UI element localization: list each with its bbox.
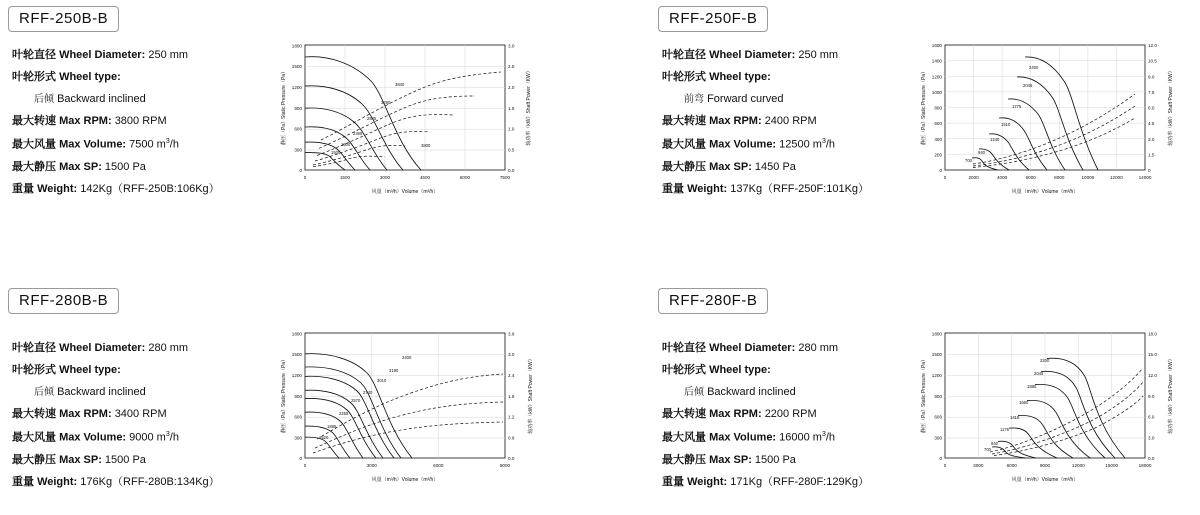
spec-value: 171Kg（RFF-280F:129Kg） (730, 475, 870, 488)
spec-label-cn: 最大风量 (12, 138, 56, 151)
spec-label-cn: 最大转速 (12, 408, 56, 420)
svg-text:1660: 1660 (1019, 400, 1029, 405)
spec-unit-sup: 3 (821, 431, 826, 438)
svg-text:1200: 1200 (291, 85, 302, 90)
svg-text:3800: 3800 (421, 143, 431, 148)
svg-text:9.0: 9.0 (1148, 74, 1155, 80)
svg-text:1800: 1800 (931, 331, 942, 337)
spec-unit-sup: 3 (165, 431, 170, 438)
spec-weight (12, 184, 220, 195)
svg-text:15.0: 15.0 (1148, 352, 1157, 358)
spec-label-cn: 最大静压 (662, 160, 706, 173)
spec-wheel-type-value (34, 94, 220, 105)
spec-wheel-type-value (34, 387, 220, 398)
svg-text:2.5: 2.5 (508, 64, 515, 70)
svg-text:12.0: 12.0 (1148, 43, 1157, 48)
spec-wheel-type (662, 365, 869, 376)
svg-text:1200: 1200 (931, 74, 942, 80)
spec-label-cn: 最大静压 (12, 160, 56, 173)
svg-text:6000: 6000 (459, 175, 471, 180)
svg-text:3.0: 3.0 (1148, 435, 1155, 441)
spec-label-en: Max Volume: (59, 431, 127, 444)
spec-sub-cn: 前弯 (684, 94, 704, 105)
svg-text:1500: 1500 (291, 64, 302, 70)
svg-text:0.0: 0.0 (1148, 456, 1155, 461)
svg-text:0: 0 (1148, 168, 1151, 173)
spec-label-en: Max Volume: (59, 138, 127, 151)
x-axis-ticks (304, 175, 511, 180)
svg-text:3290: 3290 (381, 100, 391, 105)
plot-area (280, 331, 534, 483)
svg-text:3.0: 3.0 (1148, 136, 1155, 142)
svg-text:18000: 18000 (1138, 463, 1152, 468)
spec-label-cn: 叶轮形式 (12, 71, 56, 83)
spec-list (12, 50, 220, 206)
spec-label-en: Max SP: (709, 160, 752, 173)
svg-text:0: 0 (303, 175, 307, 180)
svg-text:3000: 3000 (379, 175, 391, 180)
svg-text:1415: 1415 (1010, 415, 1020, 420)
spec-weight (662, 184, 869, 195)
y2-axis-title: 轴功率（kW）Shaft Power（KW） (1168, 68, 1174, 146)
spec-max-volume (12, 138, 220, 151)
spec-label-en: Max Volume: (709, 138, 777, 151)
spec-wheel-type (12, 72, 220, 83)
spec-wheel-type (662, 72, 869, 83)
svg-text:3.0: 3.0 (508, 43, 515, 49)
spec-value: 7500 m (129, 138, 166, 151)
performance-chart (255, 318, 555, 508)
svg-text:0.5: 0.5 (508, 147, 515, 153)
svg-text:300: 300 (294, 147, 302, 153)
spec-label-cn: 重量 (12, 475, 34, 488)
svg-text:1775: 1775 (1012, 104, 1022, 109)
spec-value: 280 mm (148, 342, 189, 354)
svg-text:7.5: 7.5 (1148, 89, 1155, 95)
y2-axis-ticks (1148, 331, 1157, 461)
svg-text:940: 940 (978, 150, 985, 155)
svg-text:2365: 2365 (353, 131, 363, 136)
spec-label-en: Max RPM: (59, 115, 112, 127)
svg-text:12000: 12000 (1110, 175, 1123, 180)
svg-text:12000: 12000 (1071, 463, 1085, 468)
svg-text:0.0: 0.0 (508, 456, 515, 461)
spec-max-rpm (12, 116, 220, 127)
svg-text:2400: 2400 (1029, 65, 1039, 70)
spec-max-sp (12, 162, 220, 173)
spec-label-en: Max RPM: (59, 408, 112, 420)
spec-label-cn: 最大静压 (662, 453, 706, 466)
svg-text:6.0: 6.0 (1148, 414, 1155, 420)
svg-text:12.0: 12.0 (1148, 373, 1157, 378)
spec-label-cn: 叶轮直径 (662, 49, 706, 61)
plot-area (920, 43, 1174, 195)
spec-label-cn: 叶轮直径 (12, 342, 56, 354)
svg-text:600: 600 (934, 414, 942, 420)
spec-value: 2400 RPM (764, 115, 817, 127)
svg-text:1.2: 1.2 (508, 414, 515, 420)
svg-text:1000: 1000 (931, 89, 942, 95)
spec-label-cn: 叶轮形式 (662, 364, 706, 376)
performance-chart (895, 318, 1195, 508)
spec-label-en: Weight: (37, 475, 78, 488)
chart-svg (255, 318, 555, 508)
svg-text:300: 300 (294, 435, 302, 441)
spec-label-cn: 叶轮直径 (662, 342, 706, 354)
panel-title: RFF-250B-B (8, 6, 119, 32)
chart-svg (255, 30, 555, 220)
panel-title: RFF-280F-B (658, 288, 768, 314)
svg-text:1500: 1500 (291, 352, 302, 358)
spec-label-en: Wheel Diameter: (709, 342, 796, 354)
svg-text:2570: 2570 (351, 398, 361, 403)
spec-label-en: Wheel type: (59, 364, 121, 376)
spec-unit-rest: /h (169, 431, 179, 444)
spec-label-cn: 最大转速 (12, 115, 56, 127)
svg-text:1800: 1800 (291, 331, 302, 337)
spec-max-volume (662, 431, 869, 444)
spec-list (662, 50, 869, 206)
spec-label-cn: 最大风量 (662, 138, 706, 151)
svg-text:900: 900 (294, 393, 302, 399)
x-axis-ticks (304, 463, 511, 468)
panel-title: RFF-280B-B (8, 288, 119, 314)
performance-chart (895, 30, 1195, 220)
spec-label-cn: 最大转速 (662, 115, 706, 127)
spec-label-cn: 重量 (662, 475, 684, 488)
y-axis-title: 静压（Pa）Static Pressure（Pa） (921, 68, 927, 146)
spec-list (662, 343, 869, 499)
svg-text:3010: 3010 (377, 378, 387, 383)
spec-sub-cn: 后倾 (34, 94, 54, 105)
spec-value: 12500 m (779, 138, 822, 151)
x-axis-title: 风量（m³/h）Volume（m³/h） (371, 477, 439, 483)
svg-text:0.0: 0.0 (508, 168, 515, 173)
svg-text:300: 300 (934, 435, 942, 441)
panel-rff-280b-b (0, 258, 600, 515)
spec-sub-cn: 后倾 (34, 387, 54, 398)
y-axis-ticks (292, 331, 303, 461)
spec-weight (12, 477, 220, 488)
panel-rff-250b-b (0, 0, 600, 258)
svg-text:1.0: 1.0 (508, 126, 515, 132)
spec-sub-cn: 后倾 (684, 387, 704, 398)
svg-text:15000: 15000 (1105, 463, 1119, 468)
svg-text:1.5: 1.5 (1148, 152, 1155, 158)
y2-axis-title: 轴功率（kW）Shaft Power（KW） (526, 68, 532, 146)
svg-text:2000: 2000 (968, 175, 979, 180)
svg-text:4000: 4000 (996, 175, 1008, 180)
spec-label-cn: 最大转速 (662, 408, 706, 420)
spec-max-sp (662, 162, 869, 173)
spec-value: 280 mm (798, 342, 839, 354)
panel-rff-250f-b (600, 0, 1200, 258)
svg-text:6000: 6000 (1025, 175, 1036, 180)
svg-text:1900: 1900 (341, 142, 351, 147)
spec-value: 142Kg（RFF-250B:106Kg） (80, 182, 220, 195)
spec-value: 1500 Pa (754, 453, 796, 466)
svg-text:3000: 3000 (366, 463, 377, 468)
svg-text:1800: 1800 (291, 43, 302, 49)
svg-text:10.5: 10.5 (1148, 58, 1157, 64)
spec-label-en: Max SP: (59, 453, 102, 466)
svg-text:1510: 1510 (1001, 122, 1011, 127)
y-axis-ticks (932, 43, 943, 173)
svg-text:700: 700 (984, 447, 991, 452)
svg-text:3.6: 3.6 (508, 331, 515, 337)
svg-text:2740: 2740 (363, 390, 373, 395)
spec-label-cn: 重量 (662, 182, 684, 195)
spec-label-en: Wheel type: (59, 71, 121, 83)
svg-text:6.0: 6.0 (1148, 105, 1155, 111)
svg-text:600: 600 (934, 121, 942, 127)
svg-text:1.8: 1.8 (508, 393, 515, 399)
spec-wheel-diameter (12, 343, 220, 354)
spec-label-en: Wheel type: (709, 364, 771, 376)
spec-label-cn: 叶轮形式 (12, 364, 56, 376)
svg-text:6000: 6000 (433, 463, 444, 468)
svg-text:0: 0 (299, 168, 302, 173)
svg-text:14000: 14000 (1138, 175, 1152, 180)
spec-sub-en: Backward inclined (57, 93, 146, 105)
svg-text:4500: 4500 (419, 175, 431, 180)
spec-wheel-type-value (684, 387, 869, 398)
svg-text:2045: 2045 (1034, 371, 1044, 376)
spec-max-rpm (662, 409, 869, 420)
spec-list (12, 343, 220, 499)
svg-text:9.0: 9.0 (1148, 393, 1155, 399)
svg-text:1200: 1200 (931, 373, 942, 378)
spec-value: 250 mm (798, 49, 839, 61)
svg-text:0: 0 (299, 456, 302, 461)
spec-label-cn: 重量 (12, 182, 34, 195)
spec-label-en: Weight: (37, 182, 78, 195)
chart-svg (895, 318, 1195, 508)
y2-axis-ticks (508, 43, 515, 173)
spec-label-cn: 叶轮形式 (662, 71, 706, 83)
spec-label-en: Weight: (687, 475, 728, 488)
svg-text:600: 600 (294, 414, 302, 420)
spec-unit-rest: /h (825, 431, 836, 444)
svg-text:900: 900 (934, 393, 942, 399)
svg-text:0: 0 (303, 463, 307, 468)
panel-title: RFF-250F-B (658, 6, 768, 32)
y-axis-title: 静压（Pa）Static Pressure（Pa） (281, 356, 287, 434)
spec-label-en: Max Volume: (709, 431, 777, 444)
y2-axis-ticks (1148, 43, 1157, 173)
spec-value: 3800 RPM (114, 115, 167, 127)
svg-text:2845: 2845 (367, 116, 377, 121)
svg-text:6000: 6000 (1006, 463, 1017, 468)
spec-unit-sup: 3 (821, 138, 826, 145)
panel-rff-280f-b (600, 258, 1200, 515)
svg-text:0: 0 (939, 456, 942, 461)
svg-text:2200: 2200 (1040, 358, 1050, 363)
y-axis-title: 静压（Pa）Static Pressure（Pa） (921, 356, 927, 434)
svg-text:0: 0 (943, 463, 947, 468)
svg-text:1200: 1200 (291, 373, 302, 378)
spec-wheel-diameter (662, 343, 869, 354)
spec-label-en: Max RPM: (709, 408, 762, 420)
spec-label-en: Wheel type: (709, 71, 771, 83)
svg-text:800: 800 (934, 105, 942, 111)
spec-wheel-diameter (662, 50, 869, 61)
spec-value: 250 mm (148, 49, 189, 61)
svg-text:2255: 2255 (339, 411, 349, 416)
svg-text:1520: 1520 (319, 435, 329, 440)
svg-text:1500: 1500 (339, 175, 351, 180)
svg-text:10000: 10000 (1081, 175, 1095, 180)
spec-label-cn: 最大风量 (12, 431, 56, 444)
spec-label-en: Max RPM: (709, 115, 762, 127)
svg-text:1500: 1500 (931, 352, 942, 358)
x-axis-title: 风量（m³/h）Volume（m³/h） (371, 189, 439, 195)
spec-value: 16000 m (779, 431, 822, 444)
svg-text:4.5: 4.5 (1148, 121, 1155, 127)
spec-wheel-diameter (12, 50, 220, 61)
svg-text:2045: 2045 (1023, 83, 1033, 88)
svg-text:18.0: 18.0 (1148, 331, 1157, 337)
svg-text:200: 200 (934, 152, 942, 158)
spec-value: 1500 Pa (104, 453, 146, 466)
svg-text:1885: 1885 (327, 424, 337, 429)
svg-text:1.5: 1.5 (508, 105, 515, 111)
svg-text:0: 0 (943, 175, 947, 180)
plot-area (280, 43, 532, 195)
svg-text:1885: 1885 (1027, 384, 1037, 389)
spec-value: 9000 m (129, 431, 166, 444)
svg-text:1400: 1400 (931, 58, 942, 64)
spec-label-en: Wheel Diameter: (59, 342, 146, 354)
x-axis-ticks (944, 463, 1152, 468)
svg-text:400: 400 (934, 136, 942, 142)
y-axis-ticks (932, 331, 943, 461)
spec-sub-en: Backward inclined (57, 386, 146, 398)
spec-sub-en: Backward inclined (707, 386, 796, 398)
y-axis-title: 静压（Pa）Static Pressure（Pa） (281, 68, 287, 146)
svg-text:7500: 7500 (499, 175, 511, 180)
svg-text:0: 0 (939, 168, 942, 173)
spec-max-rpm (662, 116, 869, 127)
spec-max-rpm (12, 409, 220, 420)
spec-label-cn: 最大风量 (662, 431, 706, 444)
chart-svg (895, 30, 1195, 220)
svg-text:3000: 3000 (973, 463, 984, 468)
spec-max-sp (662, 455, 869, 466)
svg-text:840: 840 (991, 441, 998, 446)
spec-max-volume (12, 431, 220, 444)
svg-text:1600: 1600 (931, 43, 942, 48)
spec-label-cn: 最大静压 (12, 453, 56, 466)
svg-text:2.0: 2.0 (508, 85, 515, 90)
spec-label-en: Max SP: (709, 453, 752, 466)
spec-label-en: Wheel Diameter: (709, 49, 796, 61)
spec-unit-sup: 3 (165, 138, 170, 145)
svg-text:3400: 3400 (402, 355, 412, 360)
x-axis-title: 风量（m³/h）Volume（m³/h） (1011, 477, 1079, 483)
svg-text:3180: 3180 (389, 368, 399, 373)
y-axis-ticks (292, 43, 303, 173)
spec-wheel-type (12, 365, 220, 376)
x-axis-title: 风量（m³/h）Volume（m³/h） (1011, 189, 1079, 195)
svg-text:9000: 9000 (499, 463, 511, 468)
y2-axis-title: 轴功率（kW）Shaft Power（KW） (528, 356, 534, 434)
performance-chart (255, 30, 555, 220)
spec-value: 2200 RPM (764, 408, 817, 420)
spec-unit-rest: /h (825, 138, 836, 151)
svg-text:9000: 9000 (1039, 463, 1051, 468)
spec-label-en: Max SP: (59, 160, 102, 173)
svg-text:900: 900 (294, 105, 302, 111)
svg-text:1500: 1500 (331, 150, 341, 155)
svg-text:700: 700 (965, 158, 972, 163)
spec-sub-en: Forward curved (707, 93, 784, 105)
svg-text:3.0: 3.0 (508, 352, 515, 358)
svg-text:1175: 1175 (1000, 427, 1010, 432)
x-axis-ticks (944, 175, 1152, 180)
spec-value: 1500 Pa (104, 160, 146, 173)
y2-axis-ticks (508, 331, 515, 461)
svg-text:3840: 3840 (395, 82, 405, 87)
svg-text:600: 600 (294, 126, 302, 132)
spec-label-en: Wheel Diameter: (59, 49, 146, 61)
spec-weight (662, 477, 869, 488)
spec-label-cn: 叶轮直径 (12, 49, 56, 61)
svg-text:8000: 8000 (1054, 175, 1065, 180)
spec-value: 1450 Pa (754, 160, 796, 173)
spec-label-en: Weight: (687, 182, 728, 195)
svg-text:0.6: 0.6 (508, 435, 515, 441)
spec-unit-rest: /h (169, 138, 179, 151)
svg-text:2.4: 2.4 (508, 373, 515, 378)
y2-axis-title: 轴功率（kW）Shaft Power（KW） (1168, 356, 1174, 434)
spec-wheel-type-value (684, 94, 869, 105)
spec-max-volume (662, 138, 869, 151)
spec-value: 137Kg（RFF-250F:101Kg） (730, 182, 870, 195)
spec-value: 3400 RPM (114, 408, 167, 420)
plot-area (920, 331, 1174, 483)
svg-text:1240: 1240 (990, 137, 1000, 142)
spec-max-sp (12, 455, 220, 466)
spec-value: 176Kg（RFF-280B:134Kg） (80, 475, 220, 488)
